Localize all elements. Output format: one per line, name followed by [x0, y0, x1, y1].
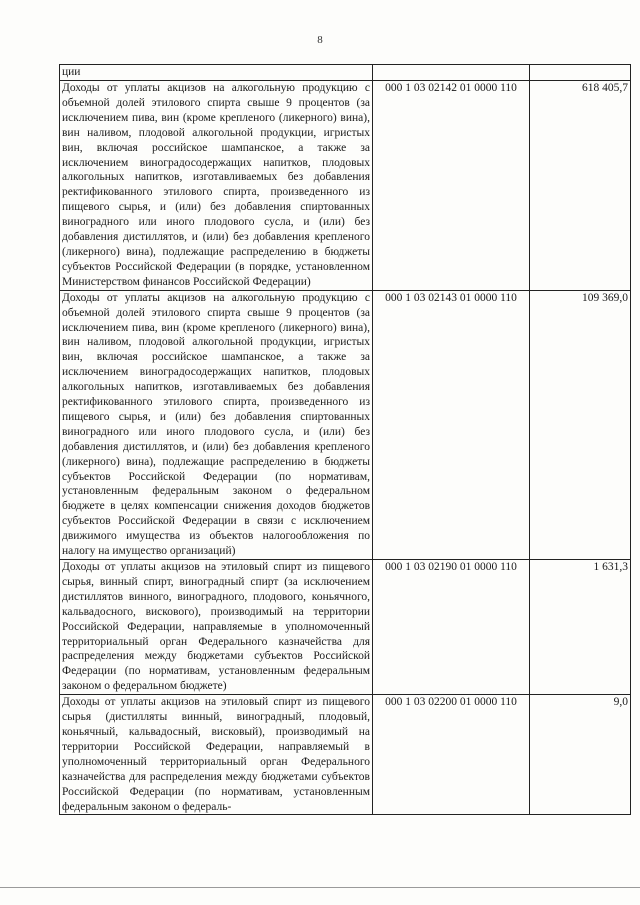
table-row: [60, 290, 631, 559]
continuation-text: ции: [60, 65, 373, 81]
row-description: Доходы от уплаты акцизов на этиловый спирт из пищевого сырья, винный спирт, виноградный спирт (за исключением дистиллятов винного, виноградного, плодового, коньячного, кальвадосного, вискового), производимый на территории Российской Федерации, направляемые в уполномоченный территориальный орган Федерального казначейства для распределения между бюджетами субъектов Российской Федерации (по нормативам, установленным федеральным законом о федеральном бюджете): [60, 560, 373, 695]
row-code: 000 1 03 02143 01 0000 110: [373, 290, 530, 559]
continuation-code-cell: [373, 65, 530, 81]
row-description: Доходы от уплаты акцизов на алкогольную продукцию с объемной долей этилового спирта свыше 9 процентов (за исключением пива, вин (кроме крепленого (ликерного) вина), вин наливом, плодовой алкогольной продукции, игристых вин, включая российское шампанское, а также за исключением виноградосодержащих напитков, плодовых алкогольных напитков, изготавливаемых без добавления ректификованного этилового спирта, произведенного из пищевого сырья, и (или) без добавления спиртованных виноградного или иного плодового сусла, и (или) без добавления дистиллятов, и (или) без добавления крепленого (ликерного) вина), подлежащие распределению в бюджеты субъектов Российской Федерации (по нормативам, установленным федеральным законом о федеральном бюджете в целях компенсации снижения доходов бюджетов субъектов Российской Федерации в связи с исключением движимого имущества из объектов налогообложения по налогу на имущество организаций): [60, 290, 373, 559]
table-row-continuation: [60, 65, 631, 81]
scan-edge-line: [0, 887, 640, 888]
row-amount: 109 369,0: [530, 290, 631, 559]
page-number: 8: [317, 34, 323, 46]
row-amount: 1 631,3: [530, 560, 631, 695]
row-amount: 9,0: [530, 695, 631, 815]
continuation-amount-cell: [530, 65, 631, 81]
row-description: Доходы от уплаты акцизов на алкогольную продукцию с объемной долей этилового спирта свыше 9 процентов (за исключением пива, вин (кроме крепленого (ликерного) вина), вин наливом, плодовой алкогольной продукции, игристых вин, включая российское шампанское, а также за исключением виноградосодержащих напитков, плодовых алкогольных напитков, изготавливаемых без добавления ректификованного этилового спирта, произведенного из пищевого сырья, и (или) без добавления спиртованных виноградного или иного плодового сусла, и (или) без добавления дистиллятов, и (или) без добавления крепленого (ликерного) вина), подлежащие распределению в бюджеты субъектов Российской Федерации (в порядке, установленном Министерством финансов Российской Федерации): [60, 81, 373, 291]
row-code: 000 1 03 02142 01 0000 110: [373, 81, 530, 291]
row-code: 000 1 03 02200 01 0000 110: [373, 695, 530, 815]
row-amount: 618 405,7: [530, 81, 631, 291]
row-code: 000 1 03 02190 01 0000 110: [373, 560, 530, 695]
table-row: [60, 560, 631, 695]
table-row: [60, 695, 631, 815]
budget-revenue-table: [59, 64, 631, 815]
row-description: Доходы от уплаты акцизов на этиловый спирт из пищевого сырья (дистилляты винный, виноградный, плодовый, коньячный, кальвадосный, висковый), производимый на территории Российской Федерации, направляемый в уполномоченный территориальный орган Федерального казначейства для распределения между бюджетами субъектов Российской Федерации (по нормативам, установленным федеральным законом о федераль-: [60, 695, 373, 815]
table-row: [60, 81, 631, 291]
